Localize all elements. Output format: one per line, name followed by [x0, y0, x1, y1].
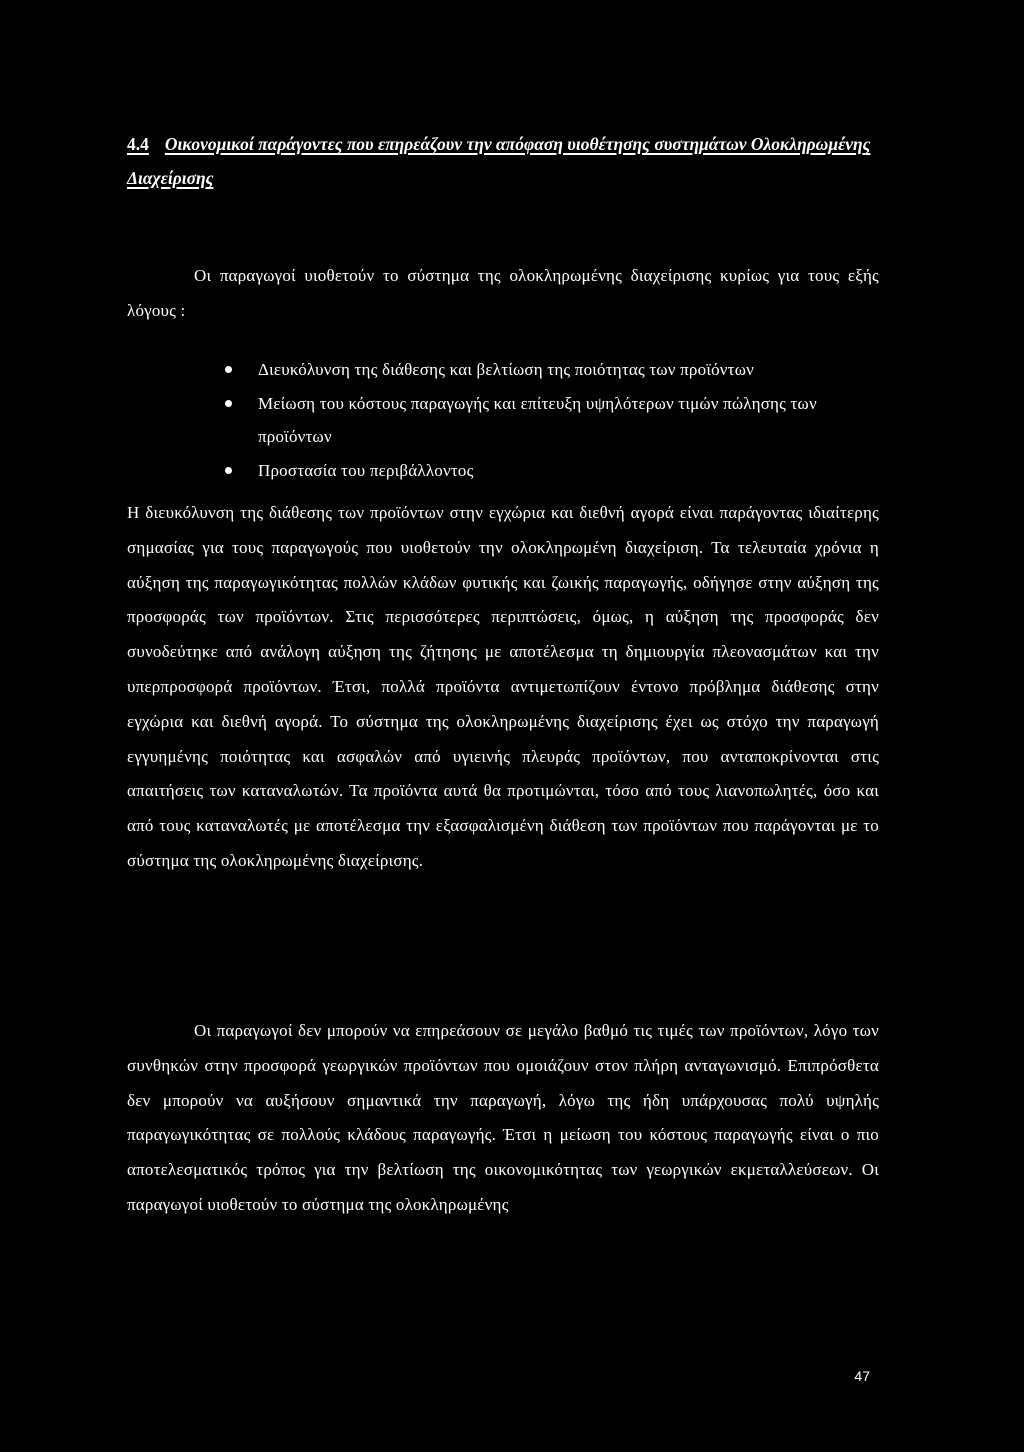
list-item — [225, 387, 879, 454]
reasons-list — [225, 353, 879, 487]
body-paragraph: Οι παραγωγοί δεν μπορούν να επηρεάσουν σε μεγάλο βαθμό τις τιμές των προϊόντων, λόγο των συνθηκών στην προσφορά γεωργικών προϊόντων που ομοιάζουν στον πλήρη ανταγωνισμό. Επιπρόσθετα δεν μπορούν να αυξήσουν σημαντικά την παραγωγή, λόγω της ήδη υπάρχουσας πολύ υψηλής παραγωγικότητας σε πολλούς κλάδους παραγωγής. Έτσι η μείωση του κόστους παραγωγής είναι ο πιο αποτελεσματικός τρόπος για την βελτίωση της οικονομικότητας των γεωργικών εκμεταλλεύσεων. Οι παραγωγοί υιοθετούν το σύστημα της ολοκληρωμένης — [127, 1021, 879, 1214]
section-title: Οικονομικοί παράγοντες που επηρεάζουν την απόφαση υιοθέτησης συστημάτων Ολοκληρωμένης Διαχείρισης — [127, 134, 871, 188]
section-number: 4.4 — [127, 134, 149, 154]
intro-paragraph: Οι παραγωγοί υιοθετούν το σύστημα της ολοκληρωμένης διαχείρισης κυρίως για τους εξής λόγους : — [127, 266, 879, 320]
body-paragraph: Η διευκόλυνση της διάθεσης των προϊόντων στην εγχώρια και διεθνή αγορά είναι παράγοντας ιδιαίτερης σημασίας για τους παραγωγούς που υιοθετούν την ολοκληρωμένη διαχείριση. Τα τελευταία χρόνια η αύξηση της παραγωγικότητας πολλών κλάδων φυτικής και ζωικής παραγωγής, οδήγησε στην αύξηση της προσφοράς των προϊόντων. Στις περισσότερες περιπτώσεις, όμως, η αύξηση της προσφοράς δεν συνοδεύτηκε από ανάλογη αύξηση της ζήτησης με αποτέλεσμα τη δημιουργία πλεονασμάτων και την υπερπροσφορά προϊόντων. Έτσι, πολλά προϊόντα αντιμετωπίζουν έντονο πρόβλημα διάθεσης στην εγχώρια και διεθνή αγορά. Το σύστημα της ολοκληρωμένης διαχείρισης έχει ως στόχο την παραγωγή εγγυημένης ποιότητας και ασφαλών από υγιεινής πλευράς προϊόντων, που ανταποκρίνονται στις απαιτήσεις των καταναλωτών. Τα προϊόντα αυτά θα προτιμώνται, τόσο από τους λιανοπωλητές, όσο και από τους καταναλωτές με αποτέλεσμα την εξασφαλισμένη διάθεση των προϊόντων που παράγονται με το σύστημα της ολοκληρωμένης διαχείρισης. — [127, 503, 879, 870]
list-item-text: Προστασία του περιβάλλοντος — [258, 460, 474, 480]
bullet-icon — [225, 366, 232, 373]
list-item-text: Διευκόλυνση της διάθεσης και βελτίωση της ποιότητας των προϊόντων — [258, 360, 754, 379]
list-item — [225, 454, 879, 488]
bullet-icon — [225, 400, 232, 407]
bullet-icon — [225, 467, 232, 474]
section-heading — [127, 127, 879, 195]
list-item — [225, 353, 879, 387]
list-item-text: Μείωση του κόστους παραγωγής και επίτευξη υψηλότερων τιμών πώλησης των προϊόντων — [258, 393, 817, 446]
page-number: 47 — [854, 1368, 870, 1384]
